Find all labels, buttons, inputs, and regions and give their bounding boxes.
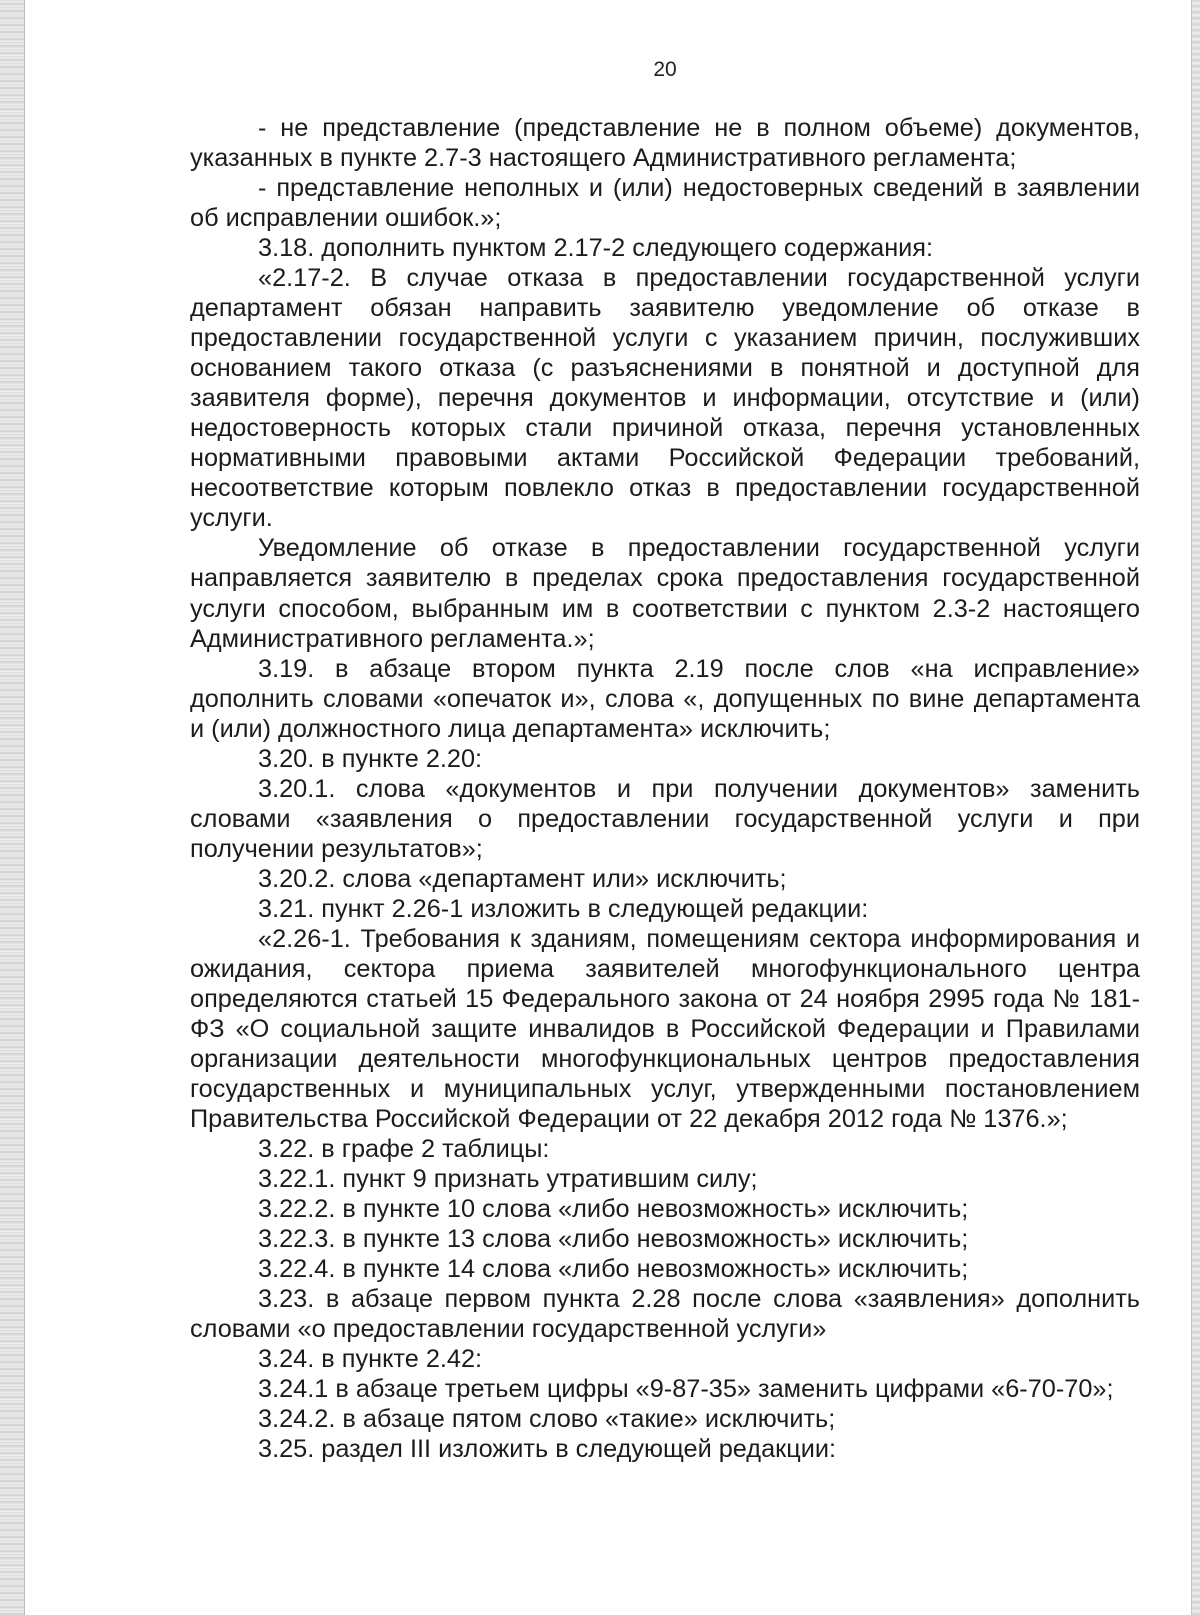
paragraph-3-18: 3.18. дополнить пунктом 2.17-2 следующего содержания: [258,234,934,263]
paragraph-3-20-2: 3.20.2. слова «департамент или» исключить; [258,864,787,893]
paragraph-3-22-1: 3.22.1. пункт 9 признать утратившим силу; [258,1165,758,1194]
paragraph-3-20-1: 3.20.1. слова «документов и при получении документов» заменить словами «заявления о предоставлении государственной услуги и при получении результатов»; [190,774,1140,863]
scan-left-edge [0,0,25,1615]
scan-right-edge [1191,0,1200,1615]
paragraph-3-22-4: 3.22.4. в пункте 14 слова «либо невозможность» исключить; [258,1255,969,1284]
paragraph-3-20: 3.20. в пункте 2.20: [258,744,483,773]
paragraph-3-22-3: 3.22.3. в пункте 13 слова «либо невозможность» исключить; [258,1225,969,1254]
paragraph-missing-documents: - не представление (представление не в полном объеме) документов, указанных в пункте 2.7-3 настоящего Административного регламента; [190,114,1140,173]
paragraph-3-24-1: 3.24.1 в абзаце третьем цифры «9-87-35» заменить цифрами «6-70-70»; [258,1375,1114,1404]
paragraph-refusal-notice: Уведомление об отказе в предоставлении государственной услуги направляется заявителю в пределах срока предоставления государственной услуги способом, выбранным им в соответствии с пунктом 2.3-2 настоящего Административного регламента.»; [190,534,1140,653]
paragraph-3-23: 3.23. в абзаце первом пункта 2.28 после слова «заявления» дополнить словами «о предоставлении государственной услуги» [190,1285,1140,1344]
page-number: 20 [653,58,677,81]
paragraph-3-25: 3.25. раздел III изложить в следующей редакции: [258,1435,836,1464]
paragraph-3-24-2: 3.24.2. в абзаце пятом слово «такие» исключить; [258,1405,836,1434]
paragraph-3-22: 3.22. в графе 2 таблицы: [258,1135,550,1164]
paragraph-incomplete-info: - представление неполных и (или) недостоверных сведений в заявлении об исправлении ошибок.»; [190,174,1140,233]
paragraph-2-26-1: «2.26-1. Требования к зданиям, помещениям сектора информирования и ожидания, сектора приема заявителей многофункционального центра определяются статьей 15 Федерального закона от 24 ноября 2995 года № 181-ФЗ «О социальной защите инвалидов в Российской Федерации и Правилами организации деятельности многофункциональных центров предоставления государственных и муниципальных услуг, утвержденными постановлением Правительства Российской Федерации от 22 декабря 2012 года № 1376.»; [190,924,1140,1134]
paragraph-3-22-2: 3.22.2. в пункте 10 слова «либо невозможность» исключить; [258,1195,969,1224]
paragraph-3-24: 3.24. в пункте 2.42: [258,1345,483,1374]
document-body [190,113,1140,1464]
paragraph-2-17-2: «2.17-2. В случае отказа в предоставлении государственной услуги департамент обязан направить заявителю уведомление об отказе в предоставлении государственной услуги с указанием причин, послуживших основанием такого отказа (с разъяснениями в понятной и доступной для заявителя форме), перечня документов и информации, отсутствие и (или) недостоверность которых стали причиной отказа, перечня установленных нормативными правовыми актами Российской Федерации требований, несоответствие которым повлекло отказ в предоставлении государственной услуги. [190,264,1140,533]
paragraph-3-21: 3.21. пункт 2.26-1 изложить в следующей редакции: [258,894,869,923]
paragraph-3-19: 3.19. в абзаце втором пункта 2.19 после слов «на исправление» дополнить словами «опечаток и», слова «, допущенных по вине департамента и (или) должностного лица департамента» исключить; [190,654,1140,743]
